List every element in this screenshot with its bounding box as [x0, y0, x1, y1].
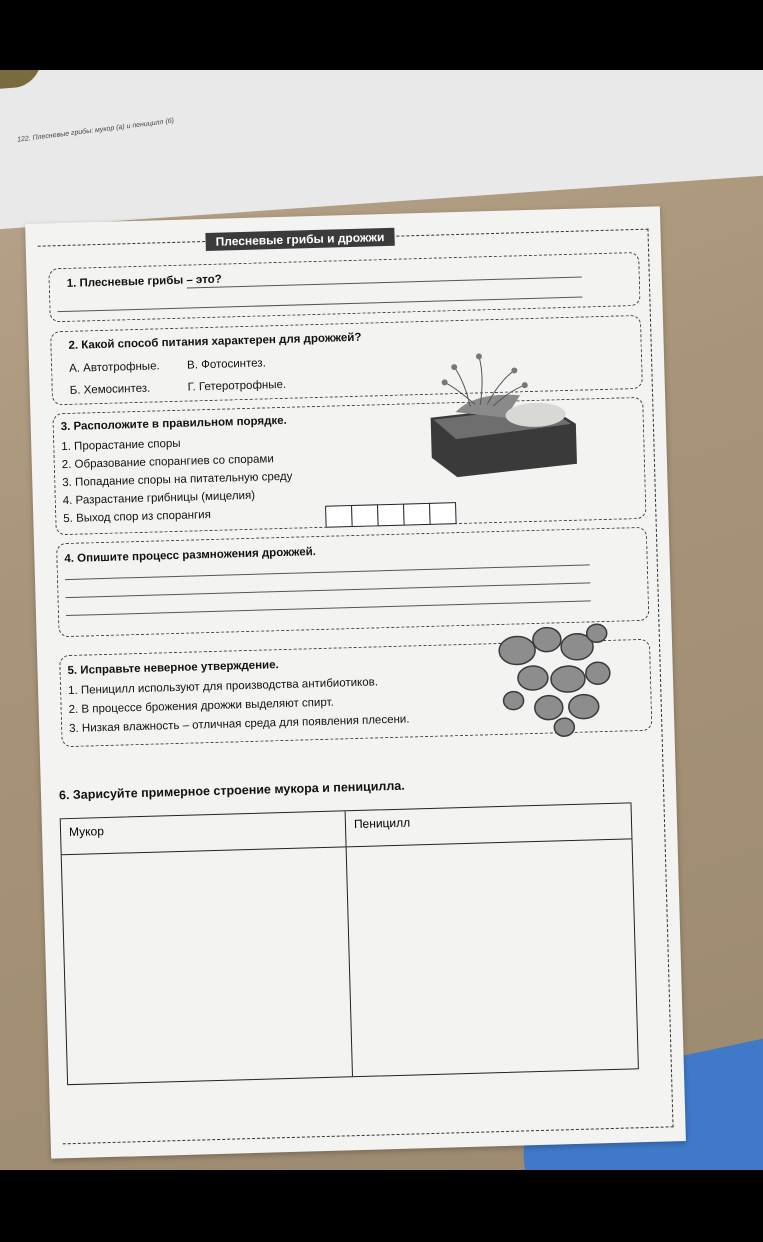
q2-option-b: Б. Хемосинтез. [69, 382, 151, 397]
q6-text: 6. Зарисуйте примерное строение мукора и пеницилла. [58, 778, 405, 803]
table-header-penicillium: Пеницилл [346, 803, 632, 847]
answer-cell[interactable] [325, 505, 353, 528]
q3-item: 5. Выход спор из спорангия [63, 508, 212, 526]
answer-cell[interactable] [403, 503, 431, 526]
table-header-mucor: Мукор [61, 811, 347, 855]
q2-option-a: А. Автотрофные. [68, 360, 160, 375]
q5-item: 3. Низкая влажность – отличная среда для появления плесени. [69, 713, 410, 736]
q5-text: 5. Исправьте неверное утверждение. [67, 659, 279, 678]
q3-item: 1. Прорастание споры [61, 437, 181, 454]
yeast-cells-illustration [491, 618, 619, 741]
answer-cell[interactable] [429, 502, 457, 525]
q3-item: 3. Попадание споры на питательную среду [62, 470, 293, 490]
q2-option-v: В. Фотосинтез. [186, 357, 266, 372]
q3-item: 4. Разрастание грибницы (мицелия) [62, 489, 256, 508]
worksheet-title: Плесневые грибы и дрожжи [205, 228, 394, 251]
answer-cell[interactable] [351, 504, 379, 527]
worksheet [25, 206, 686, 1158]
drawing-table [60, 802, 639, 1085]
q5-item: 1. Пеницилл используют для производства антибиотиков. [67, 676, 379, 698]
drawing-area-penicillium[interactable] [347, 839, 638, 1076]
order-answer-boxes[interactable] [326, 502, 457, 528]
drawing-area-mucor[interactable] [62, 847, 353, 1084]
q2-option-g: Г. Гетеротрофные. [187, 378, 287, 394]
q3-item: 2. Образование спорангиев со спорами [61, 453, 274, 472]
q1-text: 1. Плесневые грибы – это? [66, 273, 222, 290]
textbook-caption: 122. Плесневые грибы: мукор (а) и пеницилл (б) [16, 117, 175, 144]
q3-text: 3. Расположите в правильном порядке. [60, 414, 287, 434]
textbook-page [0, 70, 763, 230]
answer-cell[interactable] [377, 504, 405, 527]
textbook-figure-a [0, 70, 43, 90]
q5-item: 2. В процессе брожения дрожжи выделяют спирт. [68, 696, 334, 717]
photo-background [0, 70, 763, 1170]
q4-text: 4. Опишите процесс размножения дрожжей. [64, 546, 317, 566]
q2-text: 2. Какой способ питания характерен для дрожжей? [68, 331, 362, 352]
moldy-bread-illustration [424, 343, 588, 487]
